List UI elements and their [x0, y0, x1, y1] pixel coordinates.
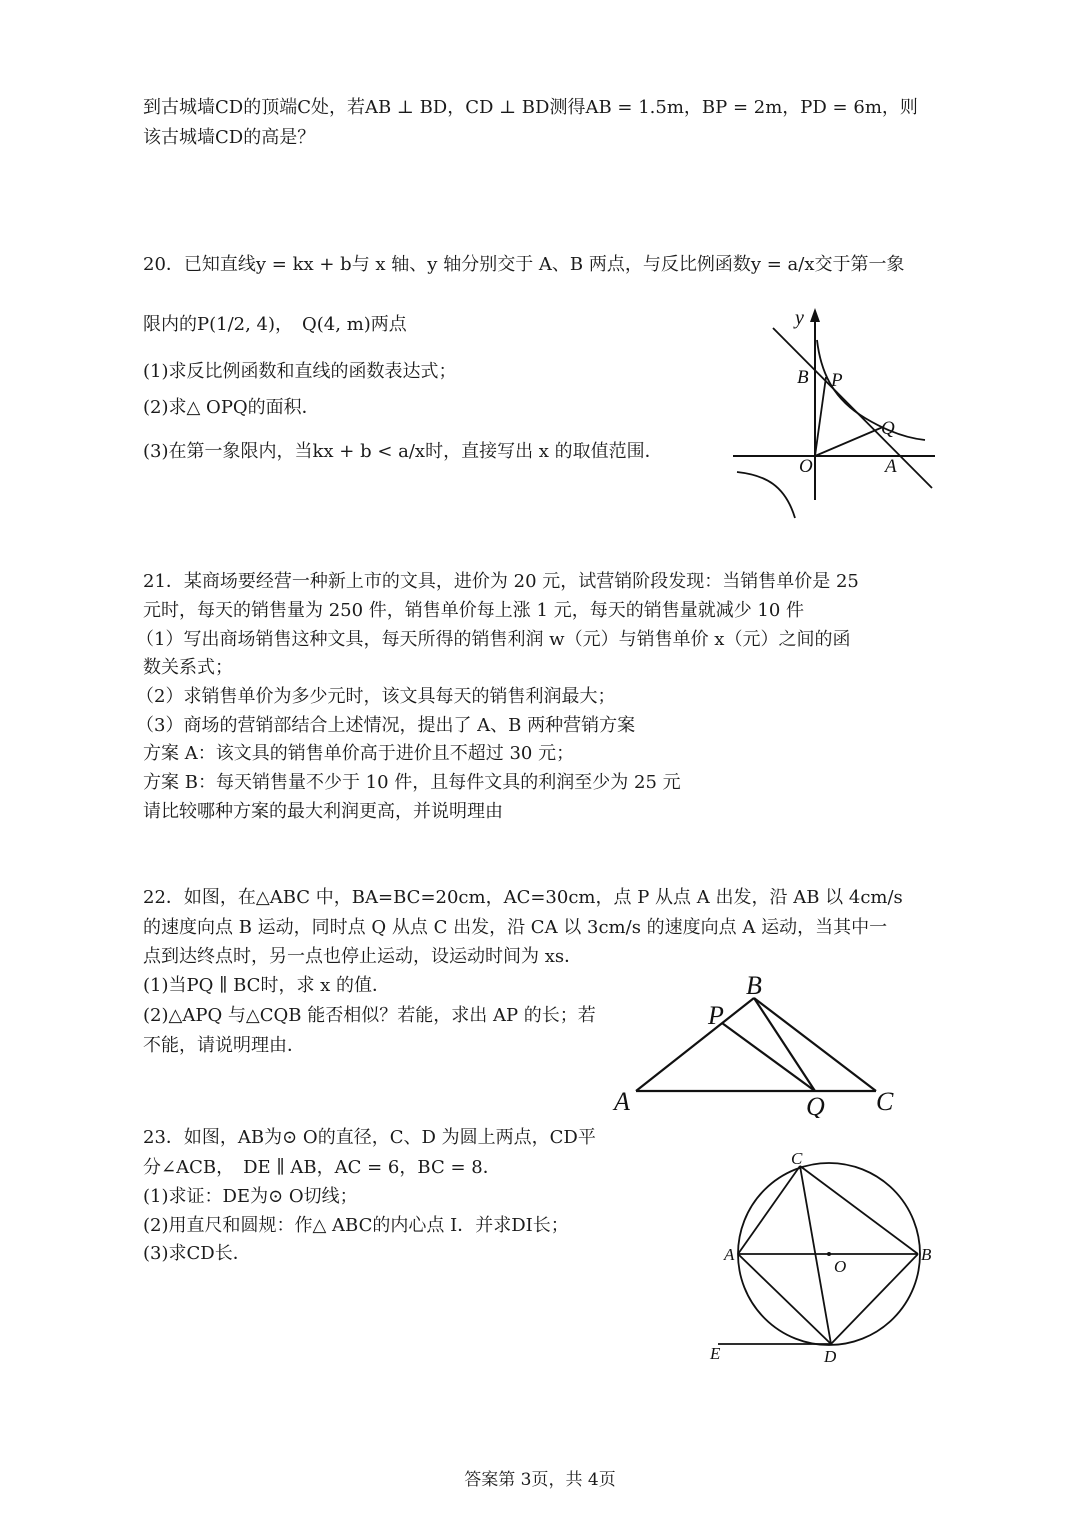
q21-line-9: 请比较哪种方案的最大利润更高，并说明理由	[143, 801, 503, 822]
q22-line-6: 不能，请说明理由．	[143, 1035, 305, 1056]
q23-label-e: E	[710, 1344, 721, 1363]
q22-line-1: 22．如图，在△ABC 中，BA=BC=20cm，AC=30cm，点 P 从点 A 出发，沿 AB 以 4cm/s	[143, 887, 903, 908]
q23-center-dot	[827, 1252, 831, 1256]
q21-line-3: （1）写出商场销售这种文具，每天所得的销售利润 w（元）与销售单价 x（元）之间的函	[136, 629, 851, 650]
q20-part-1: (1)求反比例函数和直线的函数表达式；	[143, 361, 457, 382]
q22-line-4: (1)当PQ ∥ BC时，求 x 的值．	[143, 975, 391, 996]
q23-label-b: B	[921, 1245, 932, 1264]
q23-chord-bc	[800, 1166, 918, 1254]
q20-label-p: P	[831, 370, 843, 391]
q22-side-ab	[636, 998, 754, 1091]
q22-line-5: (2)△APQ 与△CQB 能否相似？若能，求出 AP 的长；若	[143, 1005, 596, 1026]
q20-y-arrow	[810, 308, 820, 322]
q23-line-3: (1)求证：DE为⊙ O切线；	[143, 1186, 358, 1207]
q22-line-2: 的速度向点 B 运动，同时点 Q 从点 C 出发，沿 CA 以 3cm/s 的速度向点 A 运动，当其中一	[143, 917, 888, 938]
q22-segment-bq	[754, 998, 815, 1091]
q21-line-1: 21．某商场要经营一种新上市的文具，进价为 20 元，试营销阶段发现：当销售单价是 25	[143, 571, 859, 592]
q22-line-3: 点到达终点时，另一点也停止运动，设运动时间为 xs．	[143, 946, 583, 967]
q23-figure	[700, 1148, 940, 1373]
q20-line-y-kx-b	[773, 328, 932, 488]
q23-line-4: (2)用直尺和圆规：作△ ABC的内心点 I．并求DI长；	[143, 1215, 569, 1236]
q23-line-2: 分∠ACB， DE ∥ AB，AC = 6，BC = 8．	[143, 1157, 501, 1178]
q22-label-b: B	[746, 971, 762, 1000]
q23-line-1: 23．如图，AB为⊙ O的直径，C、D 为圆上两点，CD平	[143, 1127, 596, 1148]
q20-part-2: (2)求△ OPQ的面积．	[143, 397, 320, 418]
q22-side-bc	[754, 998, 876, 1091]
q23-line-5: (3)求CD长．	[143, 1243, 251, 1264]
q20-stem-2: 限内的P(1/2, 4)， Q(4, m)两点	[143, 314, 407, 335]
q20-label-b: B	[797, 367, 809, 388]
q22-label-a: A	[614, 1087, 630, 1116]
q20-label-o: O	[799, 456, 813, 477]
q20-label-q: Q	[881, 418, 895, 439]
q21-line-8: 方案 B：每天销售量不少于 10 件，且每件文具的利润至少为 25 元	[143, 772, 681, 793]
q23-label-a: A	[724, 1245, 735, 1264]
q20-segment-oq	[815, 427, 883, 456]
q22-figure	[608, 968, 908, 1118]
q20-stem-1: 20．已知直线y = kx + b与 x 轴、y 轴分别交于 A、B 两点，与反比例函数y = a/x交于第一象	[143, 254, 905, 275]
q21-line-6: （3）商场的营销部结合上述情况，提出了 A、B 两种营销方案	[136, 715, 636, 736]
q19-line-1: 到古城墙CD的顶端C处，若AB ⊥ BD，CD ⊥ BD测得AB = 1.5m，BP = 2m，PD = 6m，则	[143, 97, 918, 118]
q22-label-c: C	[876, 1087, 894, 1116]
q21-line-4: 数关系式；	[143, 657, 233, 678]
q20-hyperbola-q3	[737, 472, 795, 518]
q19-line-2: 该古城墙CD的高是？	[143, 127, 316, 148]
q23-label-o: O	[834, 1257, 847, 1276]
q20-segment-op	[815, 377, 826, 456]
q20-figure	[725, 300, 940, 525]
q23-chord-ac	[738, 1166, 800, 1254]
q20-part-3: (3)在第一象限内，当kx + b < a/x时，直接写出 x 的取值范围．	[143, 441, 663, 462]
q21-line-2: 元时，每天的销售量为 250 件，销售单价每上涨 1 元，每天的销售量就减少 10 件	[143, 600, 805, 621]
q21-line-5: （2）求销售单价为多少元时，该文具每天的销售利润最大；	[136, 686, 616, 707]
q23-label-d: D	[824, 1347, 837, 1366]
q23-label-c: C	[791, 1149, 803, 1168]
q20-label-y: y	[795, 307, 804, 329]
page-footer: 答案第 3页，共 4页	[464, 1470, 616, 1490]
q22-label-p: P	[708, 1001, 724, 1030]
q20-label-a: A	[885, 456, 897, 477]
q21-line-7: 方案 A：该文具的销售单价高于进价且不超过 30 元；	[143, 743, 575, 764]
q22-label-q: Q	[806, 1092, 825, 1118]
